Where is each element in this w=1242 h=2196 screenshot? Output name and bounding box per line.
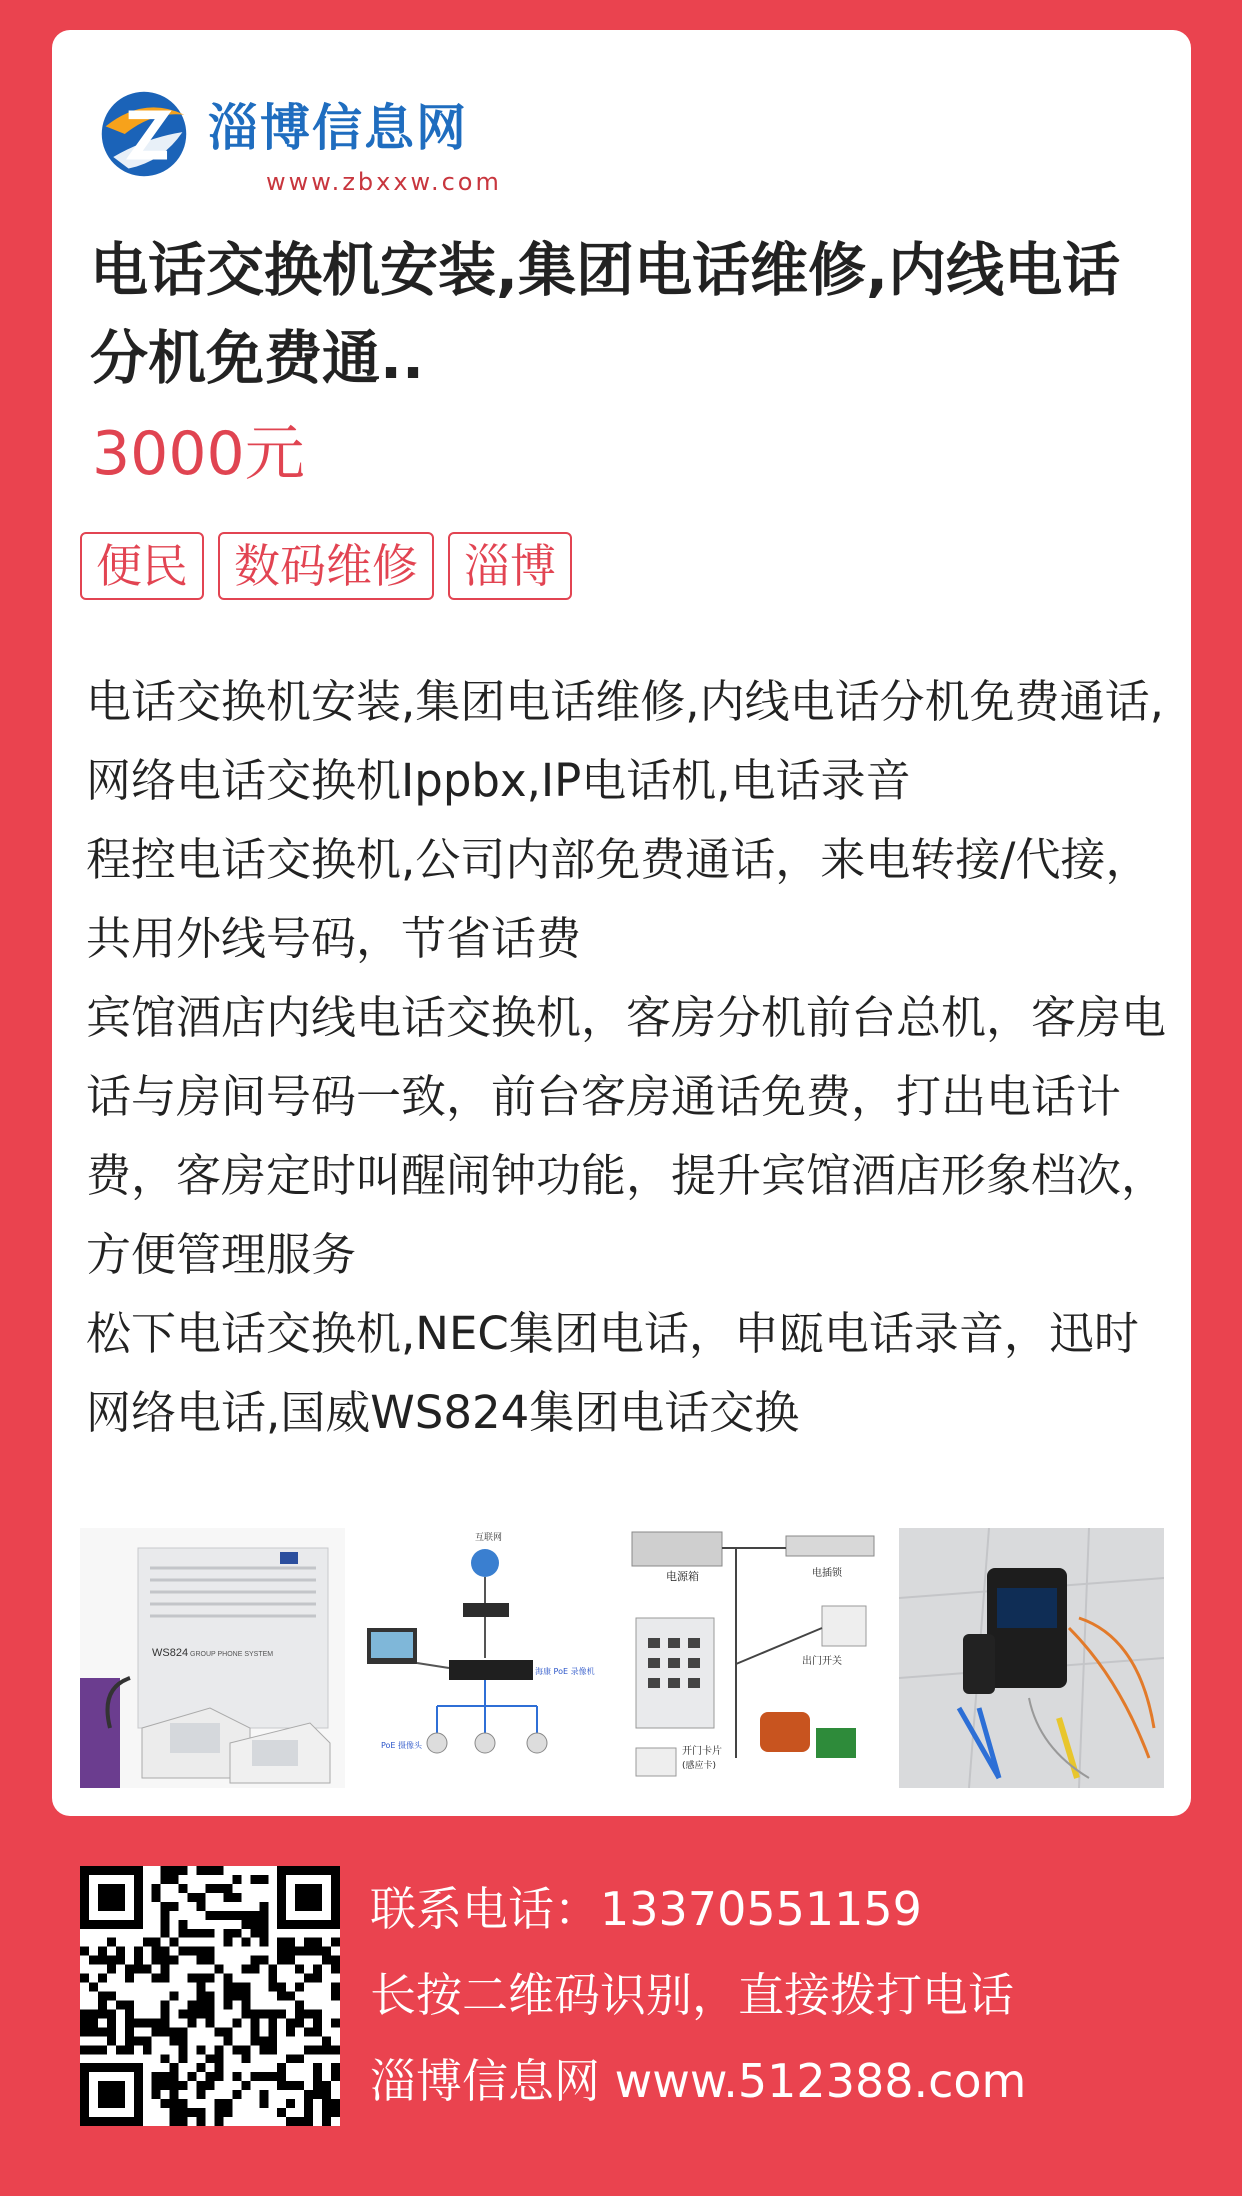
contact-info: [370, 1866, 1026, 2124]
photo-power-label: 电源箱: [666, 1570, 699, 1583]
photo-camera-label: PoE 摄像头: [381, 1741, 423, 1750]
tag-zibo[interactable]: 淄博: [448, 532, 572, 600]
listing-card: [52, 30, 1191, 1816]
tag-list: [80, 532, 572, 600]
photo-pbx-system[interactable]: [80, 1528, 345, 1788]
photo-card-sublabel: (感应卡): [682, 1761, 717, 1771]
logo-url: www.zbxxw.com: [266, 168, 502, 196]
listing-title: 电话交换机安装,集团电话维修,内线电话分机免费通..: [90, 236, 1121, 392]
description-paragraph: 电话交换机安装,集团电话维修,内线电话分机免费通话,网络电话交换机Ippbx,IP电话机,电话录音: [86, 675, 1164, 807]
qr-code[interactable]: [80, 1866, 340, 2126]
photo-strip: [80, 1528, 1164, 1788]
photo-nvr-label: 海康 PoE 录像机: [535, 1667, 595, 1676]
listing-description: [86, 662, 1166, 1530]
photo-card-label: 开门卡片: [682, 1746, 722, 1757]
photo-fiber-tools[interactable]: [899, 1528, 1164, 1788]
photo-lock-label: 电插锁: [812, 1568, 842, 1579]
description-paragraph: 宾馆酒店内线电话交换机，客房分机前台总机，客房电话与房间号码一致，前台客房通话免费，打出电话计费，客房定时叫醒闹钟功能，提升宾馆酒店形象档次，方便管理服务: [86, 991, 1166, 1281]
listing-price: 3000元: [92, 419, 305, 489]
tag-bianmin[interactable]: 便民: [80, 532, 204, 600]
photo-internet-label: 互联网: [475, 1533, 503, 1543]
contact-hint: 长按二维码识别，直接拨打电话: [370, 1968, 1014, 2022]
photo-model-caption: GROUP PHONE SYSTEM: [190, 1651, 274, 1658]
logo-name: 淄博信息网: [208, 99, 468, 157]
contact-site[interactable]: 淄博信息网 www.512388.com: [370, 2054, 1027, 2108]
contact-phone[interactable]: 联系电话：13370551159: [370, 1882, 922, 1936]
site-logo[interactable]: [96, 74, 516, 204]
tag-digital-repair[interactable]: 数码维修: [218, 532, 434, 600]
photo-network-diagram[interactable]: [353, 1528, 618, 1788]
description-paragraph: 程控电话交换机,公司内部免费通话，来电转接/代接，共用外线号码，节省话费: [86, 833, 1151, 965]
photo-exit-label: 出门开关: [802, 1656, 842, 1667]
description-paragraph: 松下电话交换机,NEC集团电话，申瓯电话录音，迅时网络电话,国威WS824集团电话交换: [86, 1307, 1139, 1439]
logo-mark-icon: [96, 86, 192, 182]
photo-model-label: WS824: [152, 1647, 189, 1659]
photo-access-control[interactable]: [626, 1528, 891, 1788]
